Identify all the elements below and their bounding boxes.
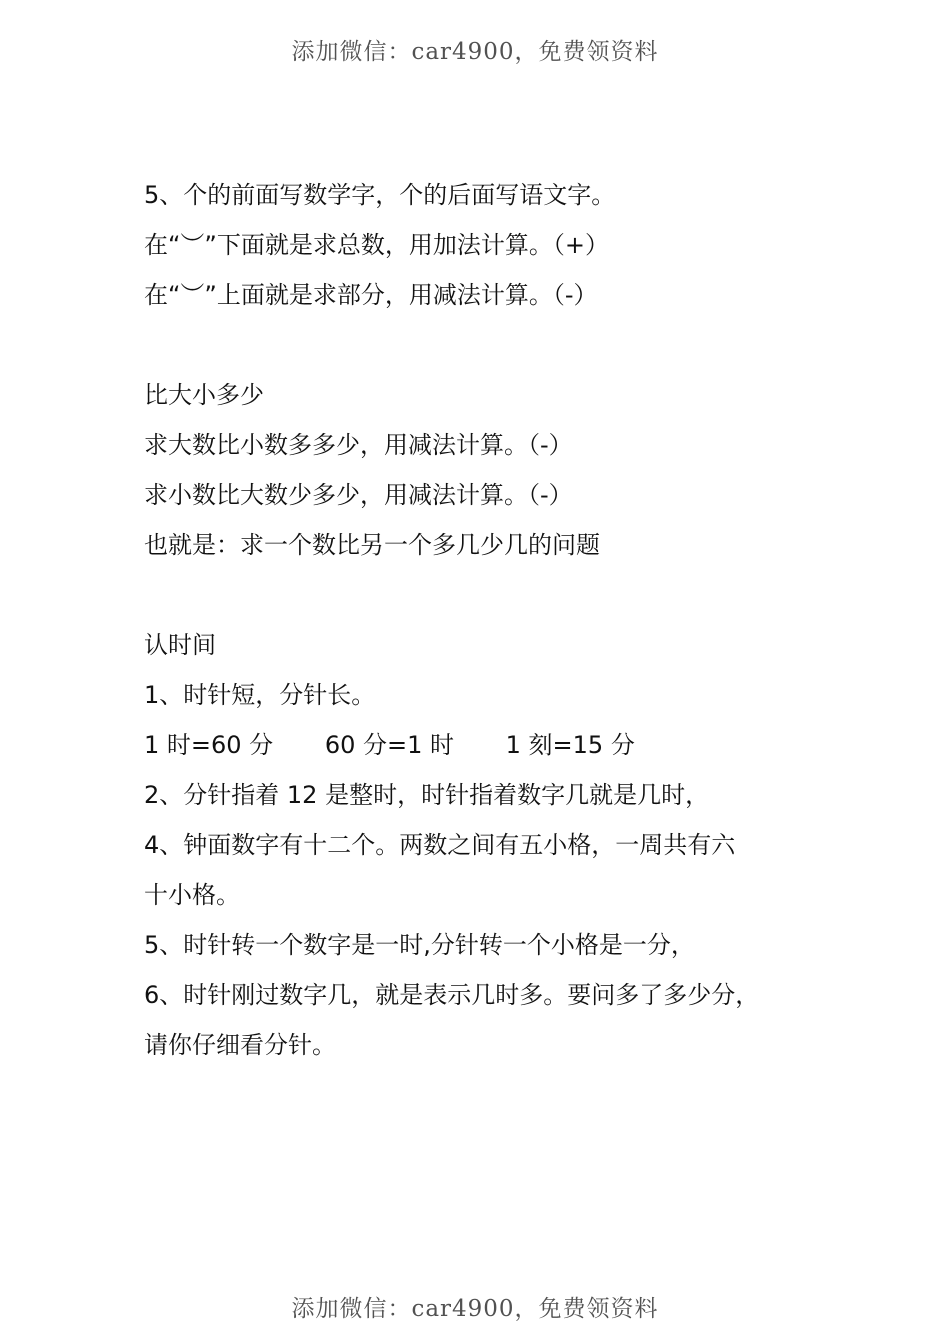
text-line: 5、时针转一个数字是一时,分针转一个小格是一分， xyxy=(144,931,695,959)
spacer xyxy=(144,570,824,620)
text-line: 4、钟面数字有十二个。两数之间有五小格，一周共有六 xyxy=(144,831,736,859)
time-conversion-hour: 1 时=60 分 xyxy=(144,731,274,759)
text-line: 1、时针短，分针长。 xyxy=(144,681,376,709)
time-conversion-row xyxy=(144,720,824,770)
text-line: 6、时针刚过数字几，就是表示几时多。要问多了多少分， xyxy=(144,981,760,1009)
text-line: 十小格。 xyxy=(144,881,240,909)
text-line: 求小数比大数少多少，用减法计算。（-） xyxy=(144,481,573,509)
document-body xyxy=(144,170,824,1070)
text-line: 在“︶”上面就是求部分，用减法计算。（-） xyxy=(144,281,598,309)
text-line: 在“︶”下面就是求总数，用加法计算。（+） xyxy=(144,231,609,259)
time-conversion-quarter: 1 刻=15 分 xyxy=(505,731,635,759)
section-heading-compare: 比大小多少 xyxy=(144,381,264,409)
text-line: 请你仔细看分针。 xyxy=(144,1031,336,1059)
text-line: 2、分针指着 12 是整时，时针指着数字几就是几时， xyxy=(144,781,710,809)
text-line: 也就是：求一个数比另一个多几少几的问题 xyxy=(144,531,600,559)
spacer xyxy=(144,320,824,370)
section-heading-time: 认时间 xyxy=(144,631,216,659)
watermark-top: 添加微信：car4900，免费领资料 xyxy=(291,39,659,65)
watermark-bottom: 添加微信：car4900，免费领资料 xyxy=(291,1296,659,1322)
text-line: 5、个的前面写数学字，个的后面写语文字。 xyxy=(144,181,616,209)
time-conversion-minute: 60 分=1 时 xyxy=(324,731,455,759)
text-line: 求大数比小数多多少，用减法计算。（-） xyxy=(144,431,573,459)
